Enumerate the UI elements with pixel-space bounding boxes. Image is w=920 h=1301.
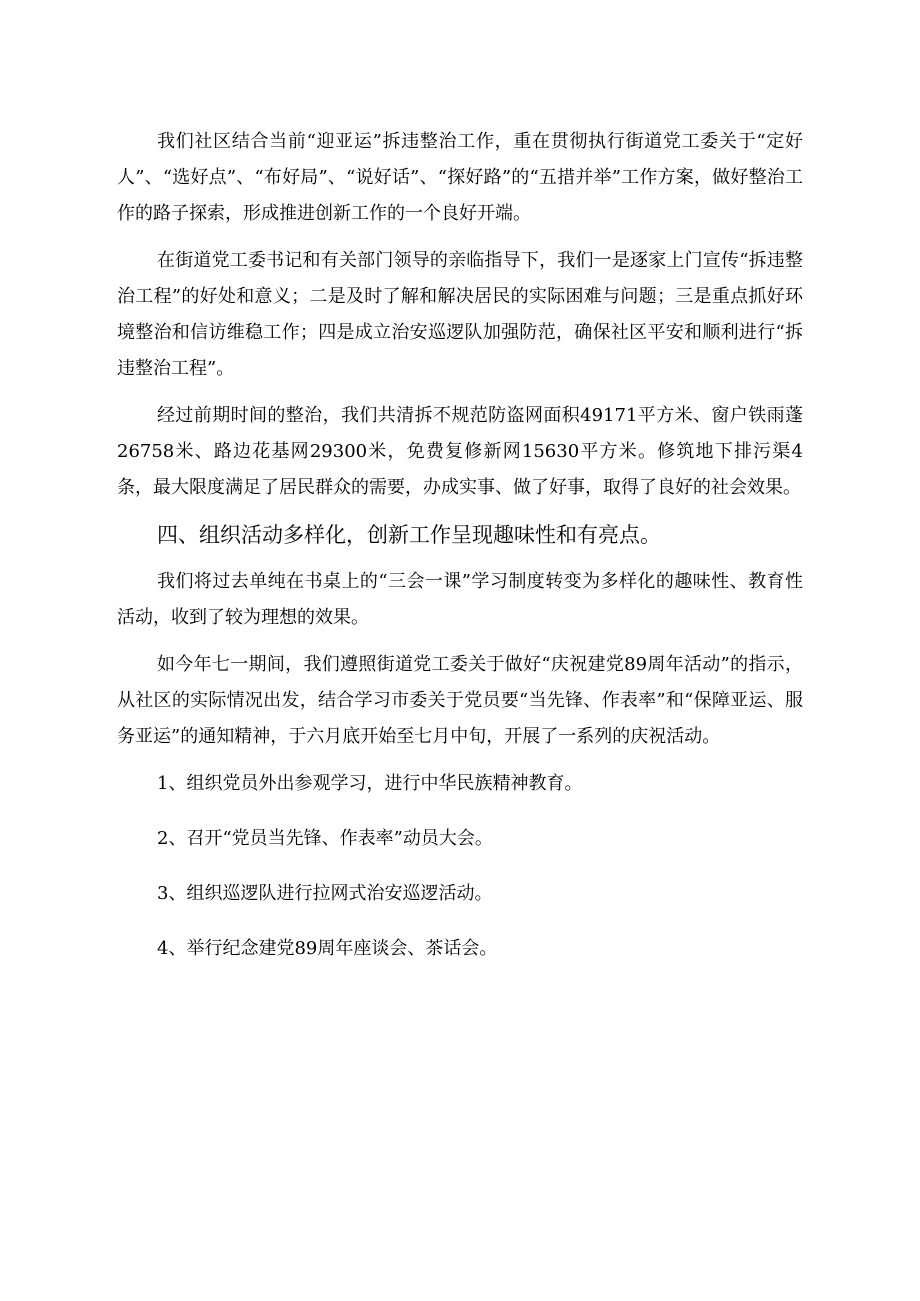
paragraph-demolition-intro: 我们社区结合当前“迎亚运”拆违整治工作，重在贯彻执行街道党工委关于“定好人”、“选好点”、“布好局”、“说好话”、“探好路”的“五措并举”工作方案，做好整治工作的路子探索，形成推进创新工作的一个良好开端。 xyxy=(117,131,803,224)
paragraph-july-activities: 如今年七一期间，我们遵照街道党工委关于做好“庆祝建党89周年活动”的指示，从社区的实际情况出发，结合学习市委关于党员要“当先锋、作表率”和“保障亚运、服务亚运”的通知精神，于六月底开始至七月中旬，开展了一系列的庆祝活动。 xyxy=(117,654,803,747)
paragraph-results: 经过前期时间的整治，我们共清拆不规范防盗网面积49171平方米、窗户铁雨蓬26758米、路边花基网29300米，免费复修新网15630平方米。修筑地下排污渠4条，最大限度满足了居民群众的需要，办成实事、做了好事，取得了良好的社会效果。 xyxy=(117,405,803,498)
paragraph-guidance-measures: 在街道党工委书记和有关部门领导的亲临指导下，我们一是逐家上门宣传“拆违整治工程”的好处和意义；二是及时了解和解决居民的实际困难与问题；三是重点抓好环境整治和信访维稳工作；四是成立治安巡逻队加强防范，确保社区平安和顺利进行“拆违整治工程”。 xyxy=(117,250,803,379)
activity-item: 4、举行纪念建党89周年座谈会、茶话会。 xyxy=(157,938,498,959)
section-heading: 四、组织活动多样化，创新工作呈现趣味性和有亮点。 xyxy=(157,523,661,547)
document-body xyxy=(117,124,803,986)
activity-item: 2、召开“党员当先锋、作表率”动员大会。 xyxy=(157,828,493,849)
activity-item: 1、组织党员外出参观学习，进行中华民族精神教育。 xyxy=(157,773,583,794)
activity-item: 3、组织巡逻队进行拉网式治安巡逻活动。 xyxy=(157,883,493,904)
paragraph-study-system: 我们将过去单纯在书桌上的“三会一课”学习制度转变为多样化的趣味性、教育性活动，收到了较为理想的效果。 xyxy=(117,571,803,628)
